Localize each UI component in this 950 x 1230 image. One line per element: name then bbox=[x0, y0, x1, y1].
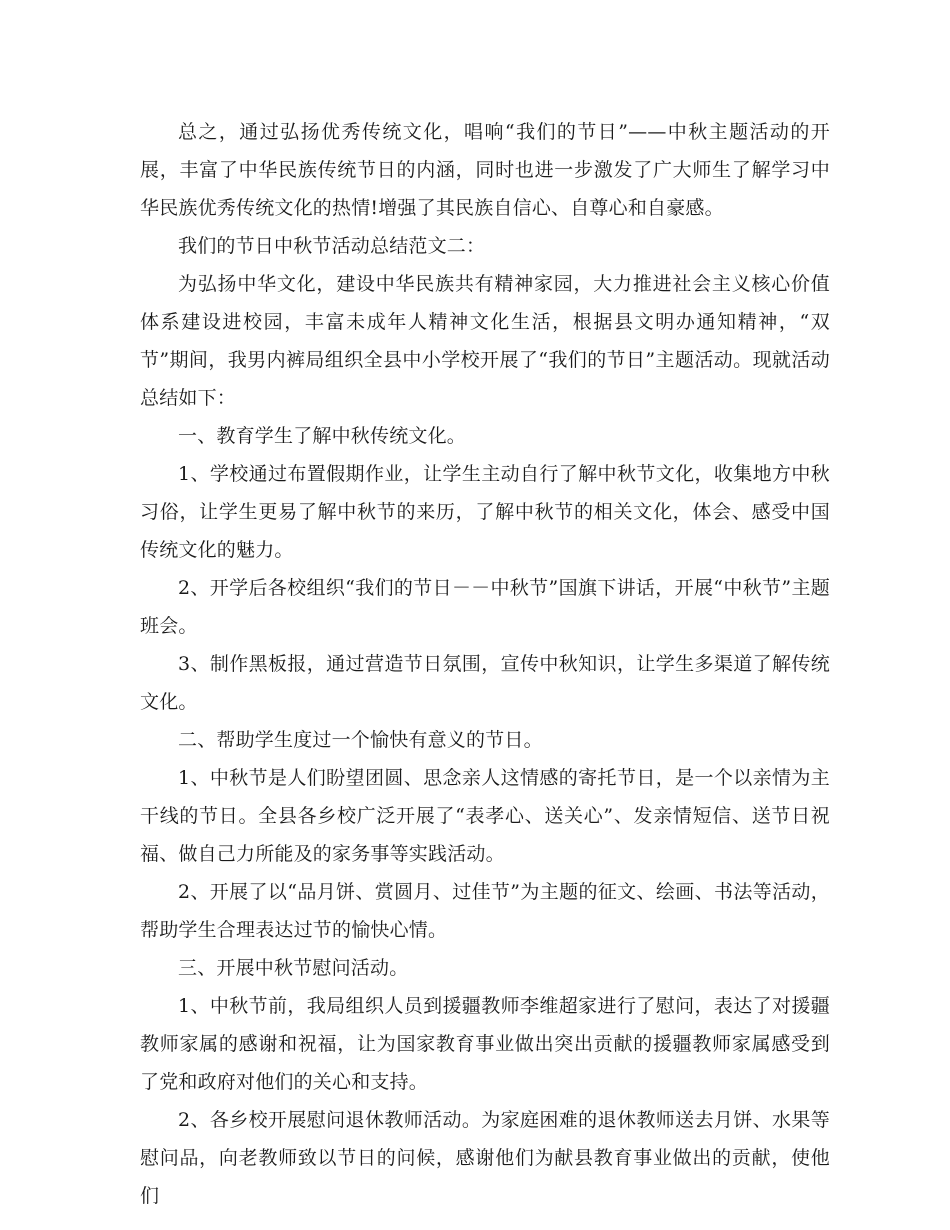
paragraph-part-three-item-1: 1、中秋节前，我局组织人员到援疆教师李维超家进行了慰问，表达了对援疆教师家属的感谢和祝福，让为国家教育事业做出突出贡献的援疆教师家属感受到了党和政府对他们的关心和支持。 bbox=[140, 995, 830, 1093]
paragraph-part-one-item-1: 1、学校通过布置假期作业，让学生主动自行了解中秋节文化，收集地方中秋习俗，让学生更易了解中秋节的来历，了解中秋节的相关文化，体会、感受中国传统文化的魅力。 bbox=[140, 463, 830, 561]
paragraph-part-two-item-2: 2、开展了以“品月饼、赏圆月、过佳节”为主题的征文、绘画、书法等活动，帮助学生合理表达过节的愉快心情。 bbox=[140, 881, 830, 941]
paragraph-part-three-item-2: 2、各乡校开展慰问退休教师活动。为家庭困难的退休教师送去月饼、水果等慰问品，向老教师致以节日的问候，感谢他们为献县教育事业做出的贡献，使他们 bbox=[140, 1109, 830, 1207]
paragraph-intro: 为弘扬中华文化，建设中华民族共有精神家园，大力推进社会主义核心价值体系建设进校园，丰富未成年人精神文化生活，根据县文明办通知精神，“双节”期间，我男内裤局组织全县中小学校开展了“我们的节日”主题活动。现就活动总结如下： bbox=[140, 273, 830, 409]
document-body bbox=[140, 113, 830, 1215]
paragraph-part-one-item-3: 3、制作黑板报，通过营造节日氛围，宣传中秋知识，让学生多渠道了解传统文化。 bbox=[140, 653, 830, 713]
paragraph-conclusion: 总之，通过弘扬优秀传统文化，唱响“我们的节日”——中秋主题活动的开展，丰富了中华民族传统节日的内涵，同时也进一步激发了广大师生了解学习中华民族优秀传统文化的热情!增强了其民族自信心、自尊心和自豪感。 bbox=[140, 121, 830, 219]
paragraph-section-title: 我们的节日中秋节活动总结范文二： bbox=[178, 235, 486, 257]
heading-part-two: 二、帮助学生度过一个愉快有意义的节日。 bbox=[178, 729, 543, 751]
heading-part-one: 一、教育学生了解中秋传统文化。 bbox=[178, 425, 467, 447]
heading-part-three: 三、开展中秋节慰问活动。 bbox=[178, 957, 409, 979]
paragraph-part-one-item-2: 2、开学后各校组织“我们的节日－－中秋节”国旗下讲话，开展“中秋节”主题班会。 bbox=[140, 577, 830, 637]
paragraph-part-two-item-1: 1、中秋节是人们盼望团圆、思念亲人这情感的寄托节日，是一个以亲情为主干线的节日。全县各乡校广泛开展了“表孝心、送关心”、发亲情短信、送节日祝福、做自己力所能及的家务事等实践活动。 bbox=[140, 767, 830, 865]
